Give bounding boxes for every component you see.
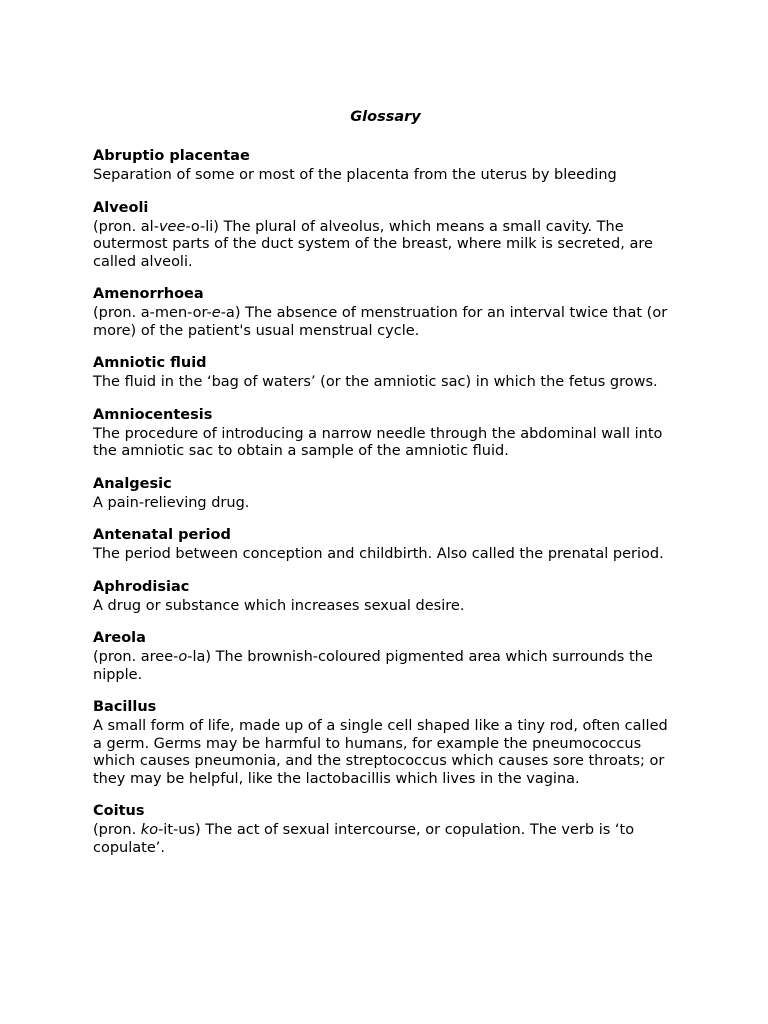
pronunciation-suffix: -o-li) — [185, 218, 219, 235]
glossary-term: Coitus — [93, 803, 145, 819]
glossary-term: Alveoli — [93, 199, 149, 216]
glossary-entry-coitus — [93, 802, 678, 857]
pronunciation-suffix: -it-us) — [158, 822, 201, 838]
glossary-term: Bacillus — [93, 699, 157, 715]
glossary-definition — [93, 167, 678, 185]
glossary-definition — [93, 374, 678, 392]
definition-text: A drug or substance which increases sexual desire. — [93, 597, 465, 614]
glossary-term: Antenatal period — [93, 527, 231, 543]
glossary-term: Aphrodisiac — [93, 578, 190, 595]
pronunciation-stress: ko — [140, 822, 159, 838]
pronunciation-prefix: (pron. aree- — [93, 649, 179, 665]
glossary-entry-bacillus — [93, 698, 678, 788]
glossary-term: Areola — [93, 630, 146, 646]
pronunciation-stress: e — [211, 305, 221, 321]
glossary-definition — [93, 822, 678, 857]
pronunciation-prefix: (pron. — [93, 822, 141, 838]
definition-text: The procedure of introducing a narrow needle through the abdominal wall into the amniotic sac to obtain a sample of the amniotic fluid. — [93, 425, 663, 459]
glossary-definition — [93, 598, 678, 616]
glossary-term: Analgesic — [93, 475, 172, 492]
glossary-definition — [93, 305, 678, 340]
glossary-term: Amenorrhoea — [93, 286, 204, 302]
glossary-definition — [93, 495, 678, 513]
pronunciation-stress: vee — [158, 218, 186, 235]
definition-text: The fluid in the ‘bag of waters’ (or the amniotic sac) in which the fetus grows. — [93, 374, 658, 390]
glossary-definition — [93, 649, 678, 684]
glossary-term: Abruptio placentae — [93, 148, 250, 164]
glossary-definition — [93, 426, 678, 461]
definition-text: A small form of life, made up of a single cell shaped like a tiny rod, often called a germ. Germs may be harmful to humans, for example the pneumococcus which causes pneumonia, and the streptococcus which causes sore throats; or they may be helpful, like the lactobacillis which lives in the vagina. — [93, 718, 668, 787]
definition-text: The absence of menstruation for an interval twice that (or more) of the patient's usual menstrual cycle. — [93, 305, 668, 339]
glossary-entry-areola — [93, 629, 678, 684]
definition-text: A pain-relieving drug. — [93, 494, 250, 511]
glossary-entry-amniocentesis — [93, 406, 678, 461]
pronunciation-prefix: (pron. a-men-or- — [93, 305, 212, 321]
glossary-term: Amniotic fluid — [93, 355, 207, 371]
glossary-entry-abruptio-placentae — [93, 147, 678, 185]
document-page — [93, 108, 678, 871]
page-title: Glossary — [350, 109, 421, 125]
definition-text: Separation of some or most of the placenta from the uterus by bleeding — [93, 167, 617, 183]
pronunciation-suffix: -a) — [220, 305, 241, 321]
glossary-definition — [93, 219, 678, 272]
glossary-entry-aphrodisiac — [93, 578, 678, 616]
pronunciation-prefix: (pron. al- — [93, 218, 159, 235]
glossary-entry-amenorrhoea — [93, 285, 678, 340]
glossary-entry-analgesic — [93, 475, 678, 513]
definition-text: The act of sexual intercourse, or copulation. The verb is ‘to copulate’. — [93, 822, 635, 856]
definition-text: The period between conception and childbirth. Also called the prenatal period. — [93, 546, 664, 562]
glossary-term: Amniocentesis — [93, 406, 213, 423]
glossary-entry-antenatal-period — [93, 526, 678, 564]
glossary-definition — [93, 718, 678, 788]
glossary-entry-amniotic-fluid — [93, 354, 678, 392]
definition-text: The plural of alveolus, which means a small cavity. The outermost parts of the duct system of the breast, where milk is secreted, are called alveoli. — [93, 218, 653, 270]
glossary-definition — [93, 546, 678, 564]
pronunciation-suffix: -la) — [187, 649, 212, 665]
pronunciation-stress: o — [178, 649, 188, 665]
definition-text: The brownish-coloured pigmented area which surrounds the nipple. — [93, 649, 653, 683]
glossary-entry-alveoli — [93, 199, 678, 272]
